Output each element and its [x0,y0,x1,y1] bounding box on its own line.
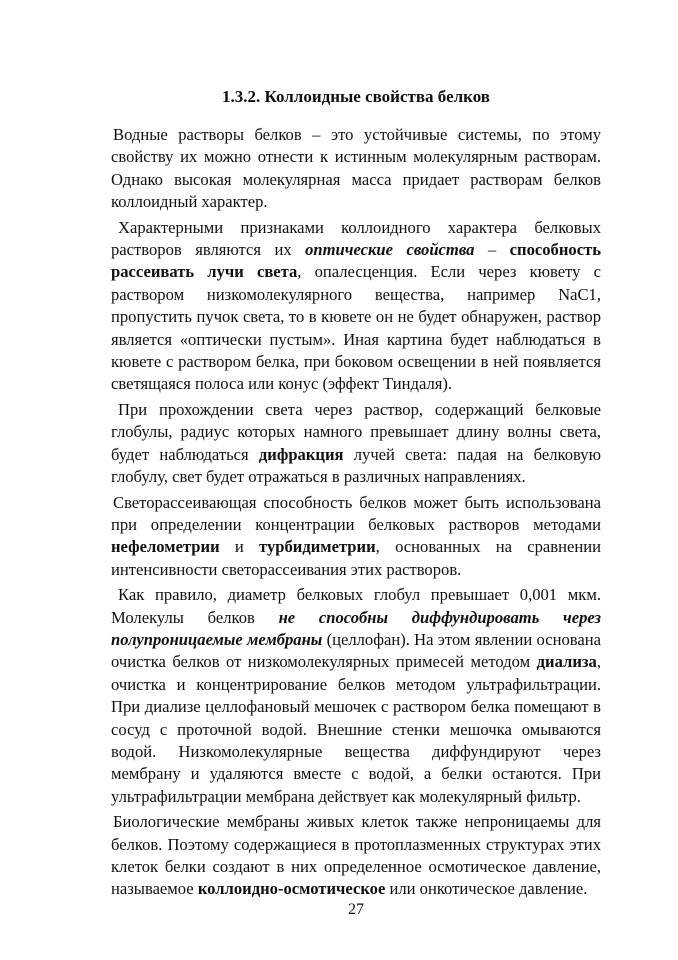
paragraph-2 [111,217,601,396]
term-colloid-osmotic: коллоидно-осмотическое [197,879,386,899]
term-nephelometry: нефелометрии [111,537,220,557]
paragraph-5-text-3: , очистка и концентрирование белков методом ультрафильтрации. При диализе целлофановый мешочек с раствором белка помещают в сосуд с проточной водой. Внешние стенки мешочка омываются водой. Низкомолекулярные вещества диффундируют через мембрану и удаляются вместе с водой, а белки остаются. При ультрафильтрации мембрана действует как молекулярный фильтр. [111,652,601,806]
paragraph-2-text-1: Характерными признаками коллоидного характера белковых растворов являются их [111,217,601,260]
paragraph-2-text-2: – [474,240,510,260]
body-text [111,124,601,904]
term-turbidimetry: турбидиметрии [259,537,376,557]
paragraph-3-text-1: При прохождении света через раствор, содержащий белковые глобулы, радиус которых намного превышает длину волны света, будет наблюдаться [111,399,601,464]
paragraph-5-text-1: Как правило, диаметр белковых глобул превышает 0,001 мкм. Молекулы белков [111,585,601,627]
paragraph-1 [111,124,601,214]
paragraph-2-text-3: , опалесценция. Если через кювету с раствором низкомолекулярного вещества, например NaC1, пропустить пучок света, то в кювете он не будет обнаружен, раствор является «оптически пустым». Иная картина будет наблюдаться в кювете с раствором белка, при боковом освещении в ней появляется светящаяся полоса или конус (эффект Тиндаля). [111,262,601,394]
paragraph-6-text-2: или онкотическое давление. [385,879,588,899]
page-number: 27 [348,901,364,918]
paragraph-1-text: Водные растворы белков – это устойчивые системы, по этому свойству их можно отнести к истинным молекулярным растворам. Однако высокая молекулярная масса придает растворам белков коллоидный характер. [111,125,601,212]
paragraph-4 [111,492,601,582]
term-optical-properties: оптические свойства [305,240,475,260]
paragraph-4-text-2: и [219,537,260,557]
paragraph-5 [111,584,601,808]
term-non-diffusing: не способны диффундировать через полупроницаемые мембраны [111,607,601,649]
document-page [111,0,601,960]
paragraph-3-text-2: лучей света: падая на белковую глобулу, свет будет отражаться в различных направлениях. [111,444,601,487]
paragraph-3 [111,399,601,489]
paragraph-6-text-1: Биологические мембраны живых клеток также непроницаемы для белков. Поэтому содержащиеся в протоплазменных структурах этих клеток белки создают в них определенное осмотическое давление, называемое [111,812,601,899]
paragraph-5-text-2: (целлофан). На этом явлении основана очистка белков от низкомолекулярных примесей методом [111,629,601,672]
paragraph-4-text-1: Светорассеивающая способность белков может быть использована при определении концентрации белковых растворов методами [111,492,601,534]
term-dialysis: диализа [536,652,597,672]
paragraph-4-text-3: , основанных на сравнении интенсивности светорассеивания этих растворов. [111,537,601,579]
term-diffraction: дифракция [258,444,344,464]
paragraph-6 [111,811,601,901]
term-light-scattering: способность рассеивать лучи света [111,240,601,282]
section-heading: 1.3.2. Коллоидные свойства белков [221,87,490,106]
